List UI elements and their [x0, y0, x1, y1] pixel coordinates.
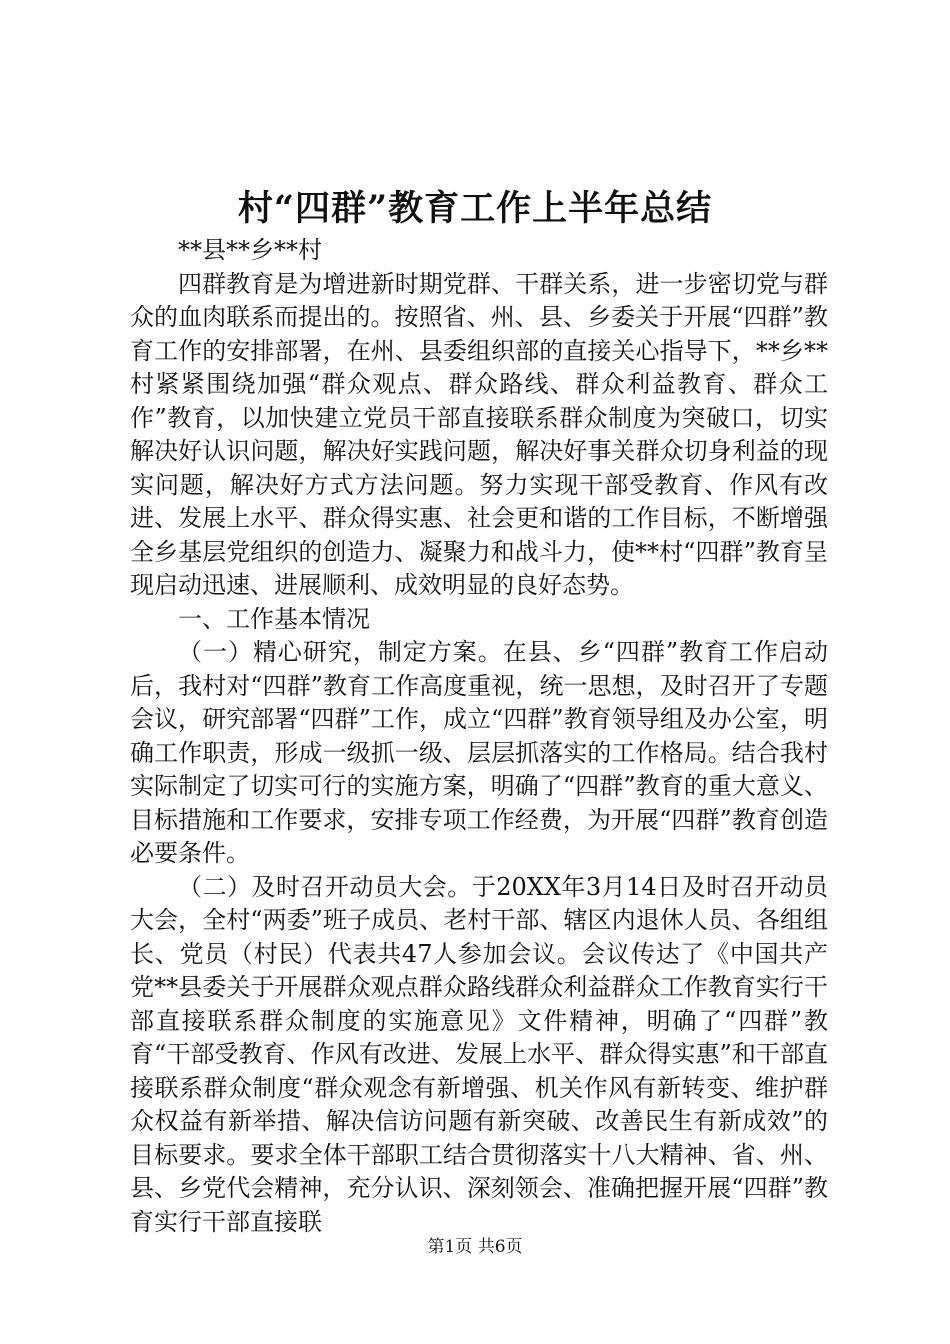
section-heading: 一、工作基本情况	[178, 604, 370, 633]
paragraph-item-2: （二）及时召开动员大会。于20XX年3月14日及时召开动员大会，全村“两委”班子成员、老村干部、辖区内退休人员、各组组长、党员（村民）代表共47人参加会议。会议传达了《中国共产党**县委关于开展群众观点群众路线群众利益群众工作教育实行干部直接联系群众制度的实施意见》文件精神，明确了“四群”教育“干部受教育、作风有改进、发展上水平、群众得实惠”和干部直接联系群众制度“群众观念有新增强、机关作风有新转变、维护群众权益有新举措、解决信访问题有新突破、改善民生有新成效”的目标要求。要求全体干部职工结合贯彻落实十八大精神、省、州、县、乡党代会精神，充分认识、深刻领会、准确把握开展“四群”教育实行干部直接联	[130, 872, 828, 1236]
document-body	[130, 234, 828, 1239]
document-title: 村“四群”教育工作上半年总结	[237, 188, 713, 229]
location-line: **县**乡**村	[178, 236, 322, 264]
paragraph-intro: 四群教育是为增进新时期党群、干群关系，进一步密切党与群众的血肉联系而提出的。按照省、州、县、乡委关于开展“四群”教育工作的安排部署，在州、县委组织部的直接关心指导下，**乡**村紧紧围绕加强“群众观点、群众路线、群众利益教育、群众工作”教育，以加快建立党员干部直接联系群众制度为突破口，切实解决好认识问题，解决好实践问题，解决好事关群众切身利益的现实问题，解决好方式方法问题。努力实现干部受教育、作风有改进、发展上水平、群众得实惠、社会更和谐的工作目标，不断增强全乡基层党组织的创造力、凝聚力和战斗力，使**村“四群”教育呈现启动迅速、进展顺利、成效明显的良好态势。	[130, 269, 828, 599]
paragraph-item-1: （一）精心研究，制定方案。在县、乡“四群”教育工作启动后，我村对“四群”教育工作高度重视，统一思想，及时召开了专题会议，研究部署“四群”工作，成立“四群”教育领导组及办公室，明确工作职责，形成一级抓一级、层层抓落实的工作格局。结合我村实际制定了切实可行的实施方案，明确了“四群”教育的重大意义、目标措施和工作要求，安排专项工作经费，为开展“四群”教育创造必要条件。	[130, 638, 828, 867]
page-footer: 第1页 共6页	[427, 1237, 523, 1257]
